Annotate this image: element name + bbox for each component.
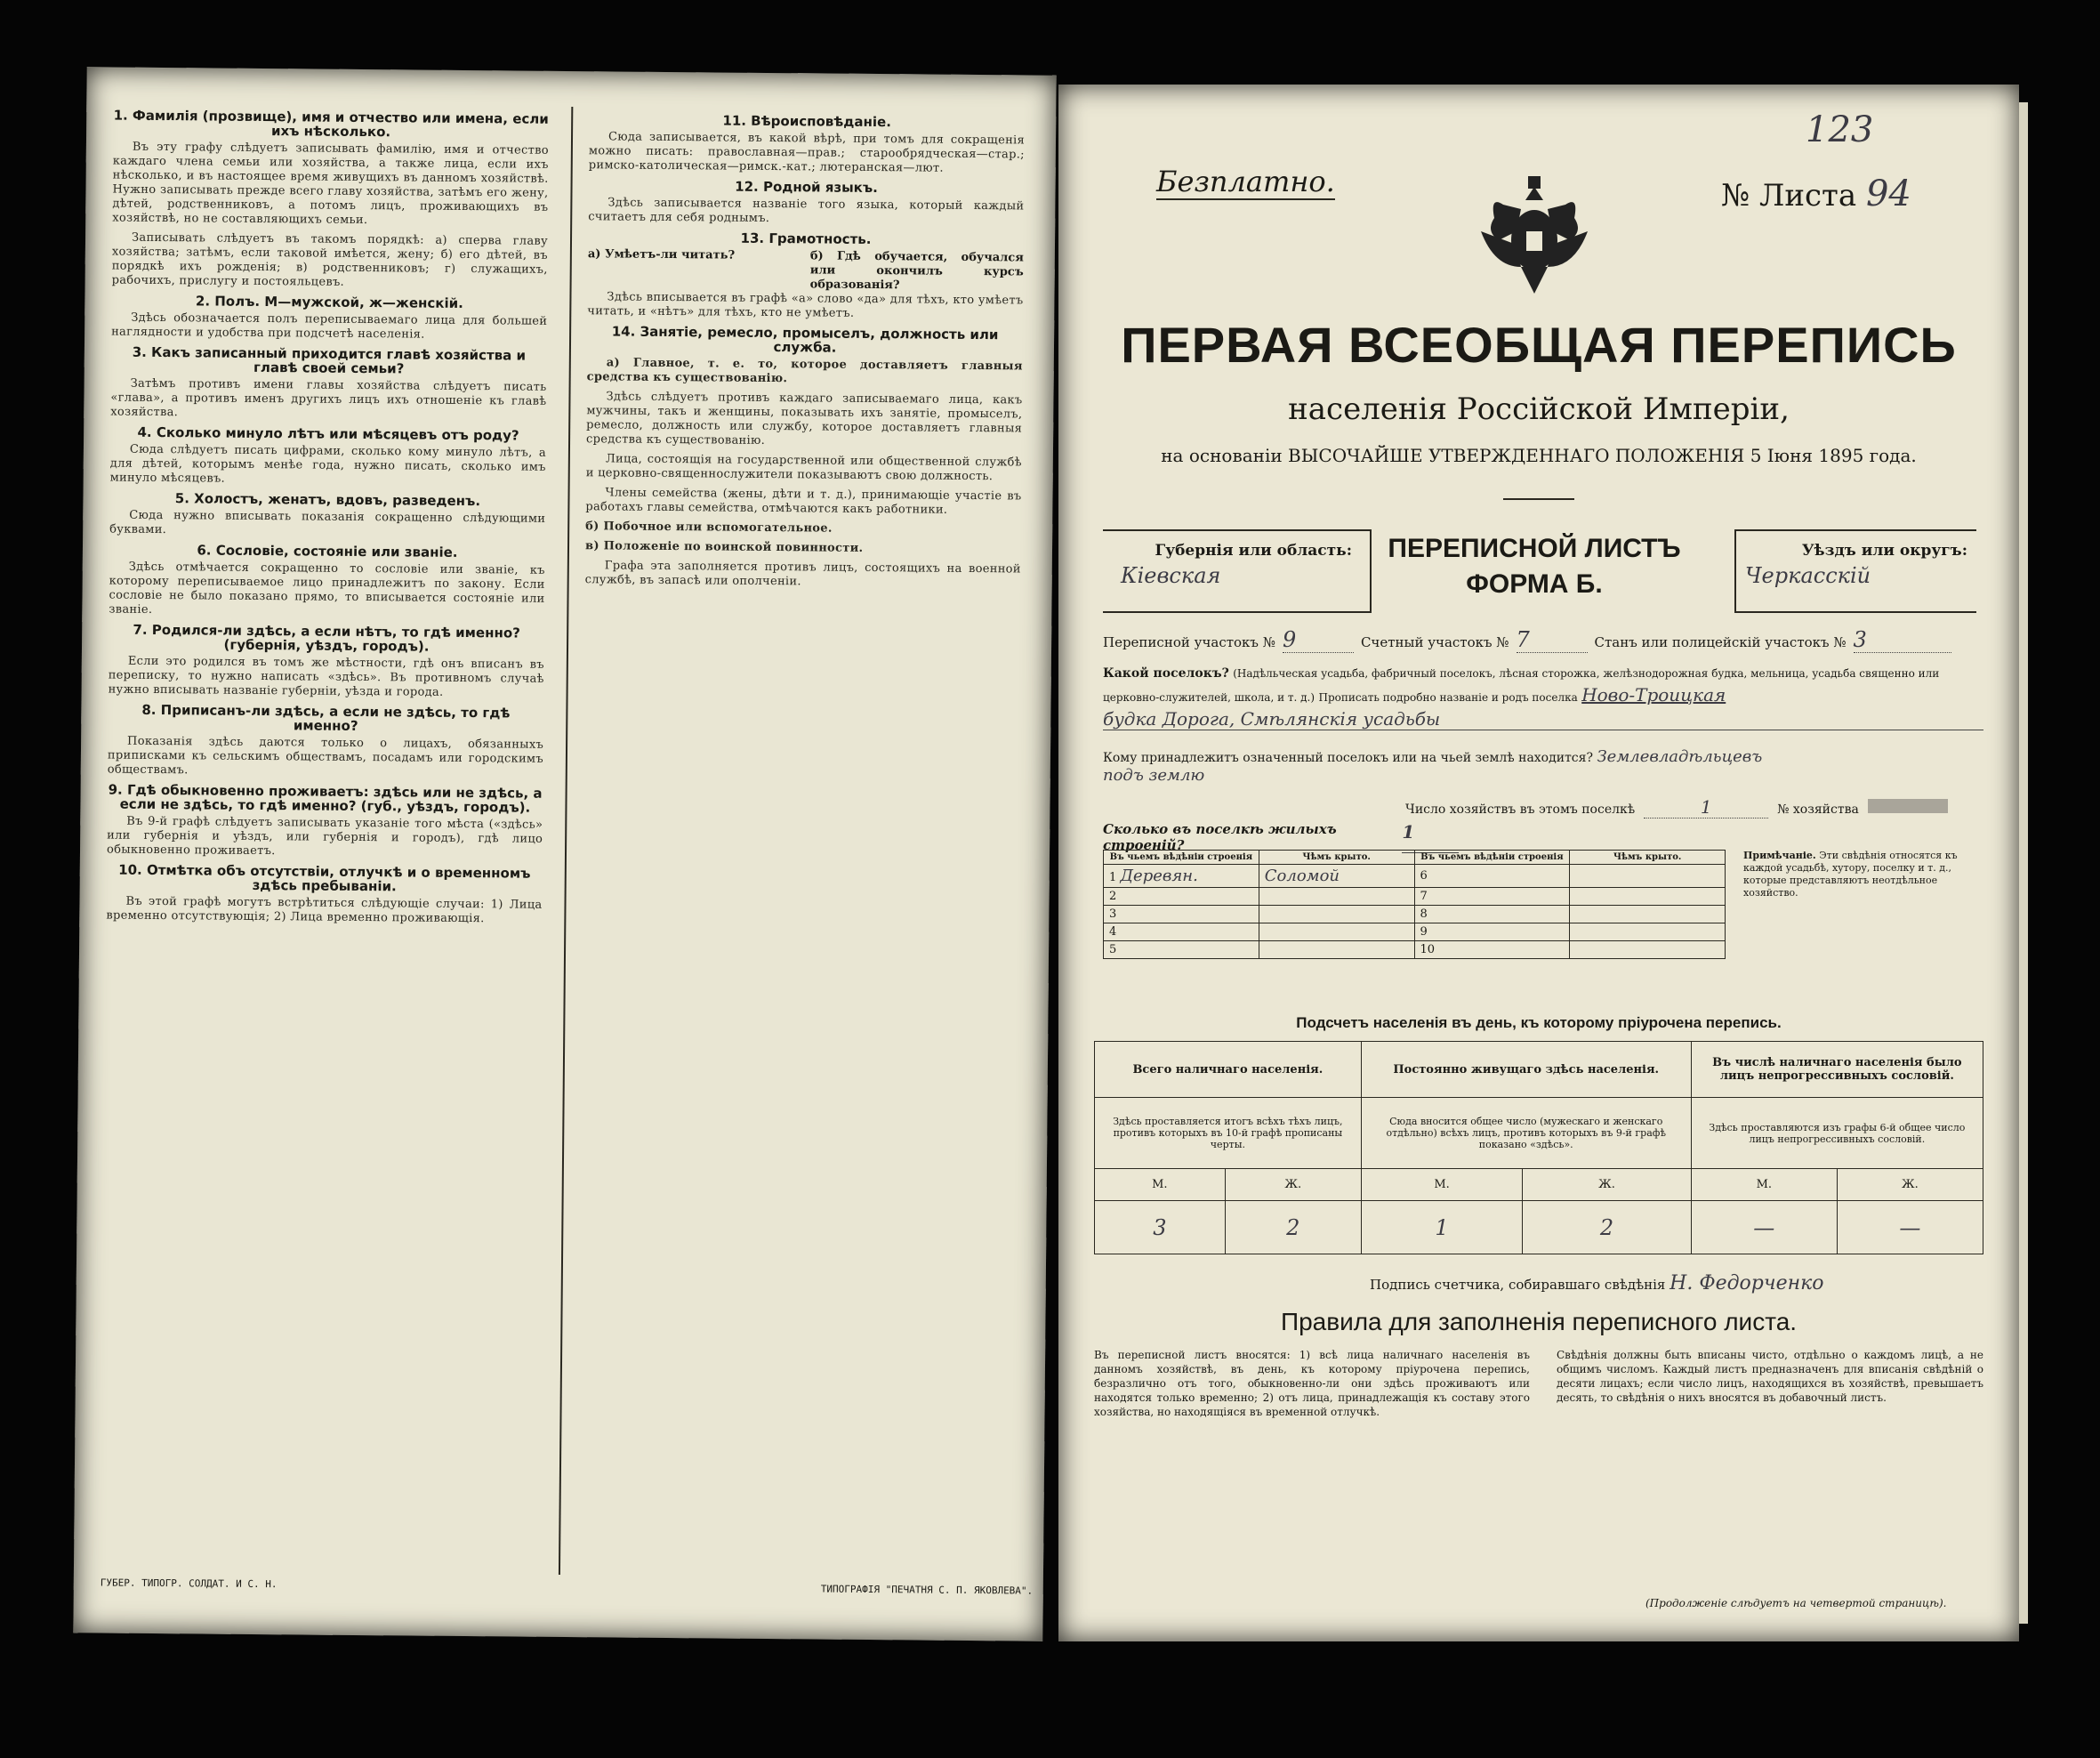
heading-estate: 6. Сословіе, состояніе или званіе. (197, 542, 458, 560)
heading-read: а) Умѣетъ-ли читать? (587, 247, 736, 262)
buildings-table (1103, 850, 1726, 959)
sheet-label: № Листа (1721, 178, 1857, 214)
table-row: 2 7 (1104, 888, 1726, 906)
heading-name: 1. Фамилія (прозвище), имя и отчество или имена, если ихъ нѣсколько. (113, 107, 549, 141)
heading-language: 12. Родной языкъ. (735, 178, 878, 197)
note-text: Эти свѣдѣнія относятся къ каждой усадьбѣ, хутору, поселку и т. д., которые представляютъ неотдѣльное хозяйство. (1743, 850, 1958, 899)
census-district-label: Переписной участокъ № (1103, 634, 1275, 650)
heading-military: в) Положеніе по воинской повинности. (584, 539, 864, 555)
census-district-value: 9 (1283, 627, 1354, 653)
form-title: ПЕРЕПИСНОЙ ЛИСТЪ (1388, 534, 1681, 563)
count-header-total: Всего наличнаго населенія. (1095, 1042, 1362, 1098)
count-total-f: 2 (1225, 1201, 1361, 1254)
stan-label: Станъ или полицейскій участокъ № (1594, 634, 1847, 650)
column-divider (559, 107, 573, 1575)
buildings-label: Сколько въ поселкѣ жилыхъ строеній? (1103, 821, 1337, 853)
counting-district-label: Счетный участокъ № (1360, 634, 1509, 650)
province-value: Кіевская (1121, 563, 1221, 588)
left-footer-2: ТИПОГРАФІЯ "ПЕЧАТНЯ С. П. ЯКОВЛЕВА". (820, 1583, 1034, 1597)
heading-age: 4. Сколько минуло лѣтъ или мѣсяцевъ отъ роду? (137, 423, 519, 444)
households-value: 1 (1644, 796, 1768, 819)
subtitle-2: на основаніи ВЫСОЧАЙШЕ УТВЕРЖДЕННАГО ПОЛОЖЕНІЯ 5 Іюня 1895 года. (1161, 445, 1917, 466)
main-title: ПЕРВАЯ ВСЕОБЩАЯ ПЕРЕПИСЬ (1121, 317, 1957, 373)
district-value: Черкасскій (1745, 563, 1871, 588)
buildings-value: 1 (1402, 821, 1459, 853)
stan-value: 3 (1854, 627, 1951, 653)
heading-relation: 3. Какъ записанный приходится главѣ хозяйства и главѣ своей семьи? (132, 343, 527, 377)
heading-birthplace: 7. Родился-ли здѣсь, а если нѣтъ, то гдѣ именно? (губернія, уѣздъ, городъ). (133, 621, 520, 655)
heading-literacy: 13. Грамотность. (740, 230, 872, 247)
settlement-label: Какой поселокъ? (1103, 666, 1229, 681)
note-title: Примѣчаніе. (1743, 850, 1816, 861)
rules-left: Въ переписной листъ вносятся: 1) всѣ лица наличнаго населенія въ данномъ хозяйствѣ, въ день, къ которому пріурочена перепись, безразлично отъ того, обыкновенно-ли они здѣсь проживаютъ или находятся только временно; 2) отъ лица, принадлежащія къ составу этого хозяйства, но находящіяся въ временной отлучкѣ. (1094, 1349, 1530, 1418)
heading-registered: 8. Приписанъ-ли здѣсь, а если не здѣсь, то гдѣ именно? (141, 701, 511, 734)
owner-label: Кому принадлежитъ означенный поселокъ или на чьей землѣ находится? (1103, 751, 1593, 765)
heading-marital: 5. Холостъ, женатъ, вдовъ, разведенъ. (174, 490, 481, 510)
left-page-instructions (73, 67, 1056, 1641)
count-other-m: — (1691, 1201, 1837, 1254)
table-row: 4 9 (1104, 923, 1726, 941)
settlement-value: Ново-Троицкая (1581, 684, 1726, 706)
buildings-header-4: Чѣмъ крыто. (1570, 851, 1726, 865)
instructions-column-2: 11. Вѣроисповѣданіе. Сюда записывается, въ какой вѣрѣ, при томъ для сокращенія можно писать: православная—прав.; старообрядческая—стар.; римско-католическая—римск.-кат.; лютеранская—лют. 12. Родной языкъ. Здѣсь записывается названіе того языка, который каждый считаетъ для себя роднымъ. 13. Грамотность. а) Умѣетъ-ли читать? б) Гдѣ обучается, обучался или окончилъ курсъ образованія? Здѣсь вписывается въ графѣ «а» слово «да» для тѣхъ, кто умѣетъ читать, и «нѣтъ» для тѣхъ, кто не умѣетъ. 14. Занятіе, ремесло, промыселъ, должность или служба. а) Главное, т. е. то, которое доставляетъ главныя средства къ существованію. Здѣсь слѣдуетъ противъ каждаго записываемаго лица, какъ мужчины, такъ и женщины, показывать ихъ занятіе, промыселъ, ремесло, должность или службу, которое доставляетъ главныя средства къ существованію. Лица, состоящія на государственной или общественной службѣ и церковно-священнослужители показываютъ свою должность. Члены семейства (жены, дѣти и т. д.), принимающіе участіе въ работахъ главы семейства, отмѣчаются какъ работники. б) Побочное или вспомогательное. в) Положеніе по воинской повинности. Графа эта заполняется противъ лицъ, состоящихъ на военной службѣ, въ запасѣ или ополченіи. (584, 112, 1026, 589)
buildings-header-3: Въ чьемъ вѣдѣніи строенія (1414, 851, 1570, 865)
continued-note: (Продолженіе слѣдуетъ на четвертой страницѣ). (1645, 1597, 1947, 1609)
province-label: Губернія или область: (1155, 542, 1352, 560)
owner-value: Землевладѣльцевъ (1597, 747, 1763, 766)
instructions-column-1: 1. Фамилія (прозвище), имя и отчество или имена, если ихъ нѣсколько. Въ эту графу слѣдуетъ записывать фамилію, имя и отчество каждаго члена семьи или хозяйства, а также лица, если ихъ нѣсколько, и въ настоящее время живущихъ въ данномъ хозяйствѣ. Нужно записывать прежде всего главу хозяйства, затѣмъ его жену, дѣтей, родственниковъ, а потомъ лицъ, проживающихъ въ хозяйствѣ, но не составляющихъ семьи. Записывать слѣдуетъ въ такомъ порядкѣ: а) сперва главу хозяйства; затѣмъ, если таковой имѣется, жену; б) его дѣтей, въ порядкѣ ихъ рожденія; в) родственниковъ; г) служащихъ, рабочихъ, прислугу и постояльцевъ. 2. Полъ. М—мужской, ж—женскій. Здѣсь обозначается полъ переписываемаго лица для большей наглядности и удобства при подсчетѣ населенія. 3. Какъ записанный приходится главѣ хозяйства и главѣ своей семьи? Затѣмъ противъ имени главы хозяйства слѣдуетъ писать «глава», а противъ именъ другихъ лицъ ихъ отношеніе къ главѣ хозяйства. 4. Сколько минуло лѣтъ или мѣсяцевъ отъ роду? Сюда слѣдуетъ писать цифрами, сколько кому минуло лѣтъ, а для дѣтей, которымъ менѣе года, нужно писать, сколько имъ минуло мѣсяцевъ. 5. Холостъ, женатъ, вдовъ, разведенъ. Сюда нужно вписывать показанія сокращенно слѣдующими буквами. 6. Сословіе, состояніе или званіе. Здѣсь отмѣчается сокращенно то сословіе или званіе, къ которому переписываемое лицо принадлежитъ по закону. Если сословіе не было показано прямо, то вписывается состояніе или званіе. 7. Родился-ли здѣсь, а если нѣтъ, то гдѣ именно? (губернія, уѣздъ, городъ). Если это родился въ томъ же мѣстности, гдѣ онъ вписанъ въ переписку, то нужно написать «здѣсь». Въ противномъ случаѣ нужно вписывать названіе губерніи, уѣзда и города. 8. Приписанъ-ли здѣсь, а если не здѣсь, то гдѣ именно? Показанія здѣсь даются только о лицахъ, обязанныхъ приписками къ сельскимъ обществамъ, посадамъ или городскимъ обществамъ. 9. Гдѣ обыкновенно проживаетъ: здѣсь или не здѣсь, а если не здѣсь, то гдѣ именно? (губ., уѣздъ, городъ). Въ 9-й графѣ слѣдуетъ записывать указаніе того мѣста («здѣсь» или губернія и уѣздъ, или губернія и городъ), гдѣ лицо обыкновенно проживаетъ. 10. Отмѣтка объ отсутствіи, отлучкѣ и о временномъ здѣсь пребываніи. Въ этой графѣ могутъ встрѣтиться слѣдующіе случаи: 1) Лица временно отсутствующія; 2) Лица временно проживающія. (106, 107, 549, 926)
district-label: Уѣздъ или округъ: (1801, 542, 1967, 560)
owner-value-2: подъ землю (1103, 766, 1205, 785)
right-page-census-form (1058, 85, 2019, 1641)
sheet-number: 94 (1865, 173, 1911, 214)
left-footer-1: ГУБЕР. ТИПОГР. СОЛДАТ. И С. Н. (100, 1577, 278, 1591)
signature-value: Н. Федорченко (1670, 1272, 1824, 1294)
buildings-header-2: Чѣмъ крыто. (1259, 851, 1414, 865)
table-row: 5 10 (1104, 941, 1726, 959)
district-box (1734, 529, 1976, 613)
heading-sex: 2. Полъ. М—мужской, ж—женскій. (195, 293, 463, 311)
heading-occupation: 14. Занятіе, ремесло, промыселъ, должность или служба. (611, 323, 999, 356)
rules-title: Правила для заполненія переписного листа. (1280, 1308, 1798, 1335)
free-label: Безплатно. (1156, 165, 1335, 198)
household-no-label: № хозяйства (1777, 802, 1859, 817)
population-count-table: Всего наличнаго населенія. Постоянно живущаго здѣсь населенія. Въ числѣ наличнаго населенія было лицъ непрогрессивныхъ сословій. Здѣсь проставляется итогъ всѣхъ тѣхъ лицъ, противъ которыхъ въ 10-й графѣ прописаны черты. Сюда вносится общее число (мужескаго и женскаго отдѣльно) всѣхъ лицъ, противъ которыхъ въ 9-й графѣ показано «здѣсь». Здѣсь проставляются изъ графы 6-й общее число лицъ непрогрессивныхъ сословій. М. Ж. М. Ж. М. Ж. 3 2 1 2 — — (1094, 1041, 1983, 1254)
page-number: 123 (1806, 109, 1874, 150)
household-no-redacted (1868, 799, 1948, 813)
count-header-permanent: Постоянно живущаго здѣсь населенія. (1361, 1042, 1691, 1098)
heading-absence: 10. Отмѣтка объ отсутствіи, отлучкѣ и о временномъ здѣсь пребываніи. (118, 861, 531, 895)
counting-district-value: 7 (1517, 627, 1588, 653)
settlement-hint: (Надѣльческая усадьба, фабричный поселокъ, лѣсная сторожка, желѣзнодорожная будка, мельница, усадьба священно или церковно-служителей, школа, и т. д.) (1103, 667, 1940, 704)
province-box (1103, 529, 1372, 613)
subtitle: населенія Россійской Имперіи, (1288, 391, 1790, 427)
form-number: ФОРМА Б. (1466, 569, 1603, 599)
heading-residence: 9. Гдѣ обыкновенно проживаетъ: здѣсь или не здѣсь, а если не здѣсь, то гдѣ именно? (губ., уѣздъ, городъ). (108, 781, 543, 816)
heading-religion: 11. Вѣроисповѣданіе. (722, 112, 892, 131)
settlement-value-2: будка Дорога, Смѣлянскія усадьбы (1103, 708, 1983, 730)
count-permanent-m: 1 (1361, 1201, 1523, 1254)
count-permanent-f: 2 (1523, 1201, 1691, 1254)
rules-right: Свѣдѣнія должны быть вписаны чисто, отдѣльно о каждомъ лицѣ, а не общимъ числомъ. Каждый листъ предназначенъ для вписанія свѣдѣній о десяти лицахъ; если число лицъ, находящихся въ хозяйствѣ, превышаетъ десять, то свѣдѣнія о нихъ вносятся въ добавочный листъ. (1557, 1349, 1983, 1404)
count-total-m: 3 (1095, 1201, 1226, 1254)
heading-main-occupation: а) Главное, т. е. то, которое доставляетъ главныя средства къ существованію. (586, 356, 1023, 386)
buildings-header-1: Въ чьемъ вѣдѣніи строенія (1104, 851, 1259, 865)
count-header-other: Въ числѣ наличнаго населенія было лицъ непрогрессивныхъ сословій. (1691, 1042, 1983, 1098)
table-row: 1 Деревян. Соломой 6 (1104, 865, 1726, 888)
settlement-hint-2: Прописать подробно названіе и родъ поселка (1318, 691, 1578, 704)
divider (1503, 498, 1574, 500)
count-other-f: — (1837, 1201, 1983, 1254)
signature-label: Подпись счетчика, собиравшаго свѣдѣнія (1370, 1277, 1666, 1293)
heading-school: б) Гдѣ обучается, обучался или окончилъ курсъ образованія? (809, 249, 1024, 293)
households-label: Число хозяйствъ въ этомъ поселкѣ (1405, 802, 1636, 817)
heading-side-occupation: б) Побочное или вспомогательное. (585, 520, 833, 536)
table-row: 3 8 (1104, 906, 1726, 923)
double-headed-eagle-icon (1468, 169, 1601, 302)
count-title: Подсчетъ населенія въ день, къ которому пріурочена перепись. (1296, 1014, 1782, 1031)
